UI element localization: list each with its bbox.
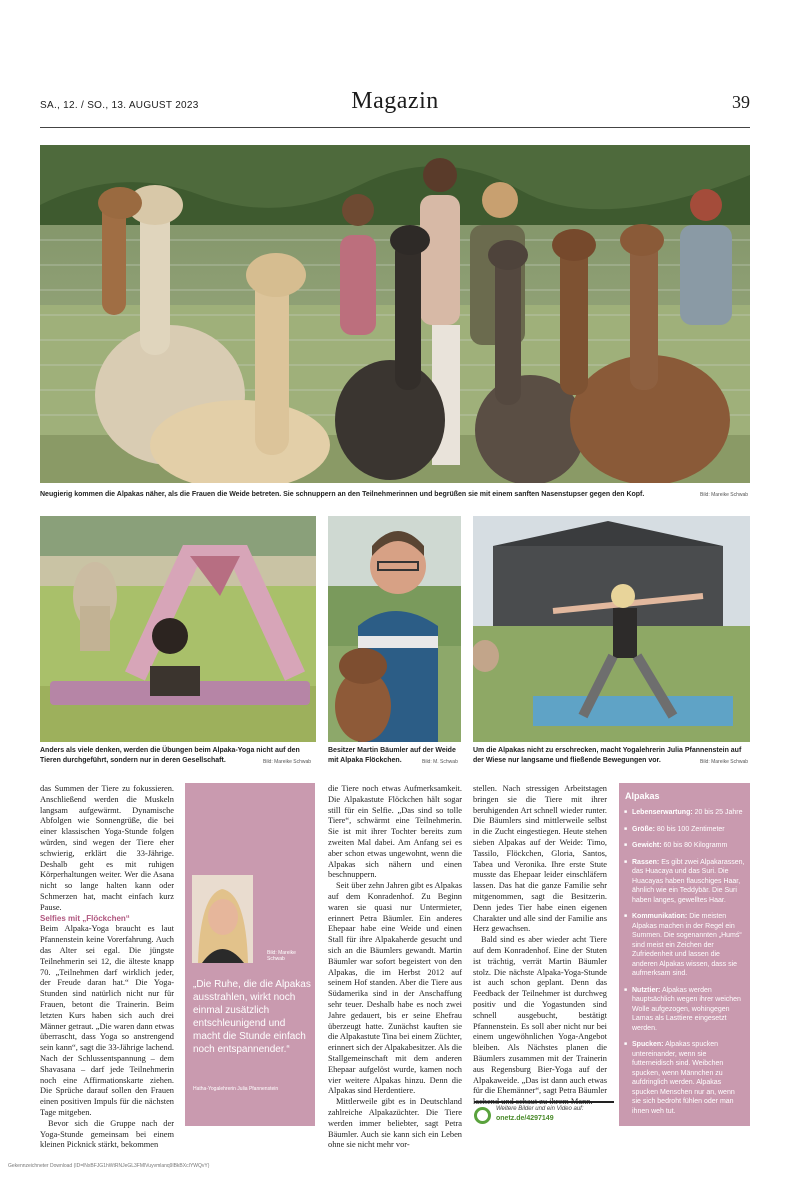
quote-attribution: Hatha-Yogalehrerin Julia Pfannenstein — [193, 1086, 279, 1092]
photo-owner — [328, 516, 461, 742]
yoga-teacher-image — [473, 516, 750, 742]
photo-teacher — [473, 516, 750, 742]
article-paragraph: stellen. Nach stressigen Arbeitstagen bringen sie die Tiere mit ihrer beruhigenden Art schnell wieder runter. Die Bäumlers sind mittlerweile selbst in die Zucht eingestiegen. Heute stehen sieben Alpakas auf der Weide: Timo, Tassilo, Flöckchen, Gloria, Santos, Tabea und Veronika. Ihre erste Stute musste das Ehepaar leider einschläfern lassen. Das hat die ganze Familie sehr mitgenommen, sagt die Besitzerin. Denn jedes Tier habe einen eigenen Charakter und alle sind der Familie ans Herz gewachsen. — [473, 784, 607, 934]
article-paragraph: Bevor sich die Gruppe nach der Yoga-Stunde gemeinsam bei einem kleinen Picknick stärkt, bekommen — [40, 1118, 174, 1150]
article-paragraph: das Summen der Tiere zu fokussieren. Anschließend werden die Muskeln langsam aufgewärmt. Dynamische Abfolgen wie Sonnengrüße, die bei einer klassischen Yoga-Stunde folgen würden, sind wegen der Tiere eher schwierig, erklärt die 33-Jährige. Deshalb geht es mit ruhigen Körperhaltungen weiter. Wer die Asana nicht so lange halten kann oder Schmerzen hat, macht einfach kurz Pause. — [40, 784, 174, 912]
page-header — [40, 88, 750, 128]
article-column-3 — [328, 784, 462, 1151]
article-column-4 — [473, 784, 607, 1108]
photo-main-credit: Bild: Mareike Schwab — [700, 492, 749, 498]
link-url[interactable]: onetz.de/4297149 — [496, 1115, 554, 1122]
fact-item: ■ Kommunikation: Die meisten Alpakas machen in der Regel ein Summen. Die sogenannten „Humś“ sind meist ein Zeichen der Zufriedenheit und lassen die anderen Alpakas wissen, dass sie aufmerksam sind. — [632, 912, 745, 979]
link-intro: Weitere Bilder und ein Video auf: — [496, 1106, 584, 1112]
issue-date: SA., 12. / SO., 13. AUGUST 2023 — [40, 100, 199, 111]
web-link[interactable] — [474, 1105, 614, 1127]
fact-item: ■ Spucken: Alpakas spucken untereinander, wenn sie futterneidisch sind. Weibchen spucken, wenn Männchen zu aufdringlich werden. Alpakas spucken Menschen nur an, wenn sie sich bedroht fühlen oder man ihnen weh tut. — [632, 1040, 745, 1116]
onetz-logo-icon — [474, 1107, 491, 1124]
teacher-portrait — [192, 875, 253, 963]
article-paragraph: Beim Alpaka-Yoga braucht es laut Pfannenstein keine Vorerfahrung. Auch das Alter sei egal. Die jüngste Teilnehmerin sei 12, die älteste knapp 70. „Teilnehmen darf wirklich jeder, der Freude daran hat.“ Die Yoga-Stunden sind natürlich nicht nur für Frauen, betont die Trainerin. Beim letzten Kurs haben sich auch drei Männer getraut. „Die waren dann etwas überrascht, dass Yoga so anstrengend sein kann“, sagt die 33-Jährige lachend. Nach der Schlussentspannung – dem Shavasana – darf jede Teilnehmerin noch eine Affirmationskarte ziehen. Die Sprüche darauf sollen den Frauen einen positiven Impuls für die nächsten Tage mitgeben. — [40, 924, 174, 1117]
fact-box-title: Alpakas — [625, 791, 660, 801]
photo-main-caption: Neugierig kommen die Alpakas näher, als die Frauen die Weide betreten. Sie schnuppern an den Teilnehmerinnen und begrüßen sie mit einem sanften Nasenstupser gegen den Kopf. — [40, 491, 645, 498]
fact-box-alpakas — [619, 783, 750, 1126]
photo-yoga-credit: Bild: Mareike Schwab — [263, 759, 312, 765]
photo-alpakas-weide — [40, 145, 750, 483]
page-number: 39 — [732, 92, 750, 112]
teacher-portrait-image — [192, 875, 253, 963]
article-paragraph: Bald sind es aber wieder acht Tiere auf dem Konradenhof. Eine der Stuten ist trächtig, verrät Martin Bäumler stolz. Die nächste Alpaka-Yoga-Stunde ist auch schon geplant. Denn das Feedback der Teilnehmer ist durchweg positiv und die Yogastunden sind schnell ausgebucht, bestätigt Pfannenstein. Es soll aber nicht nur bei einem ungewöhnlichen Yoga-Angebot bleiben. Als Nächstes planen die Bäumlers zusammen mit der Trainerin aus Regensburg Bier-Yoga auf der Alpakaweide. „Das ist dann auch etwas für die Ehemänner“, sagt Petra Bäumler lachend und schaut zu ihrem Mann. — [473, 935, 607, 1107]
link-divider — [474, 1101, 614, 1103]
article-subhead: Selfies mit „Flöckchen“ — [40, 913, 130, 923]
fact-item: ■ Rassen: Es gibt zwei Alpakarassen, das Huacaya und das Suri. Die Huacayas haben flauschiges Haar, ähnlich wie ein Teddybär. Die Suri haben langes, gewelltes Haar. — [632, 858, 745, 906]
fact-item: ■ Größe: 80 bis 100 Zentimeter — [632, 825, 745, 835]
article-paragraph: Seit über zehn Jahren gibt es Alpakas auf dem Konradenhof. Zu Beginn waren sie quasi nur Untermieter, erinnert Petra Bäumler. Ein anderes Ehepaar habe eine Weide und einen Stall für ihre Alpakaherde gesucht und sich an die Bäumlers gewandt. Martin Bäumler war sofort begeistert von den Alpakas, die im Herbst 2012 auf seinem Hof standen. Aber die Tiere aus Südamerika sind in der Anschaffung sehr teuer. Deshalb habe es noch zwei Jahre gedauert, bis er seine Ehefrau überzeugt hatte. Zunächst kauften sie die Alpakastute Tina bei einem Züchter, erinnert sich der Alpakabesitzer. Als die Stallgemeinschaft mit dem anderen Ehepaar aufgelöst wurde, kamen noch vier weitere Alpakas hinzu. Denn die Alpakas sind Herdentiere. — [328, 881, 462, 1096]
photo-owner-caption: Besitzer Martin Bäumler auf der Weide mit Alpaka Flöckchen. — [328, 747, 456, 764]
fact-item: ■ Lebenserwartung: 20 bis 25 Jahre — [632, 808, 745, 818]
photo-teacher-credit: Bild: Mareike Schwab — [700, 759, 749, 765]
photo-yoga-pose — [40, 516, 316, 742]
article-paragraph: Mittlerweile gibt es in Deutschland zahlreiche Alpakazüchter. Die Tiere werden immer beliebter, sagt Petra Bäumler. Auch sie kann sich ein Leben ohne sie nicht mehr vor- — [328, 1097, 462, 1150]
photo-yoga-caption: Anders als viele denken, werden die Übungen beim Alpaka-Yoga nicht auf den Tieren durchgeführt, sondern nur in deren Gesellschaft. — [40, 747, 300, 764]
quote-photo-credit: Bild: Mareike Schwab — [267, 950, 296, 962]
photo-teacher-caption: Um die Alpakas nicht zu erschrecken, macht Yogalehrerin Julia Pfannenstein auf der Wiese nur langsame und fließende Bewegungen vor. — [473, 747, 742, 764]
owner-portrait-image — [328, 516, 461, 742]
download-footer: Gekennzeichneter Download (ID=lNxBFJG1hWtRNJeGL3FMlVuyvmlanq9lBkBXcIYWQvY) — [8, 1163, 210, 1169]
photo-owner-credit: Bild: M. Schwab — [422, 759, 458, 765]
alpaca-pasture-image — [40, 145, 750, 483]
fact-item: ■ Nutztier: Alpakas werden hauptsächlich wegen ihrer weichen Wolle aufgezogen, wohingegen Lamas als Lasttiere eingesetzt werden. — [632, 986, 745, 1034]
fact-item: ■ Gewicht: 60 bis 80 Kilogramm — [632, 841, 745, 851]
article-column-1 — [40, 784, 174, 1151]
yoga-pose-image — [40, 516, 316, 742]
section-title: Magazin — [351, 88, 439, 114]
quote-box — [185, 783, 315, 1126]
article-paragraph: die Tiere noch etwas Aufmerksamkeit. Die Alpakastute Flöckchen hält sogar still für ein Selfie. „Das sind so tolle Tiere“, schwärmt eine Teilnehmerin. Sie ist mit ihrer Tochter bereits zum zweiten Mal dabei. Am Anfang sei es aber schon etwas ungewohnt, wenn die Alpakas sich nähern und einen beschnuppern. — [328, 784, 462, 880]
quote-text: „Die Ruhe, die die Alpakas ausstrahlen, wirkt noch einmal zusätzlich entschleunigend und macht die Stunde einfach noch entspannender.“ — [193, 979, 311, 1055]
